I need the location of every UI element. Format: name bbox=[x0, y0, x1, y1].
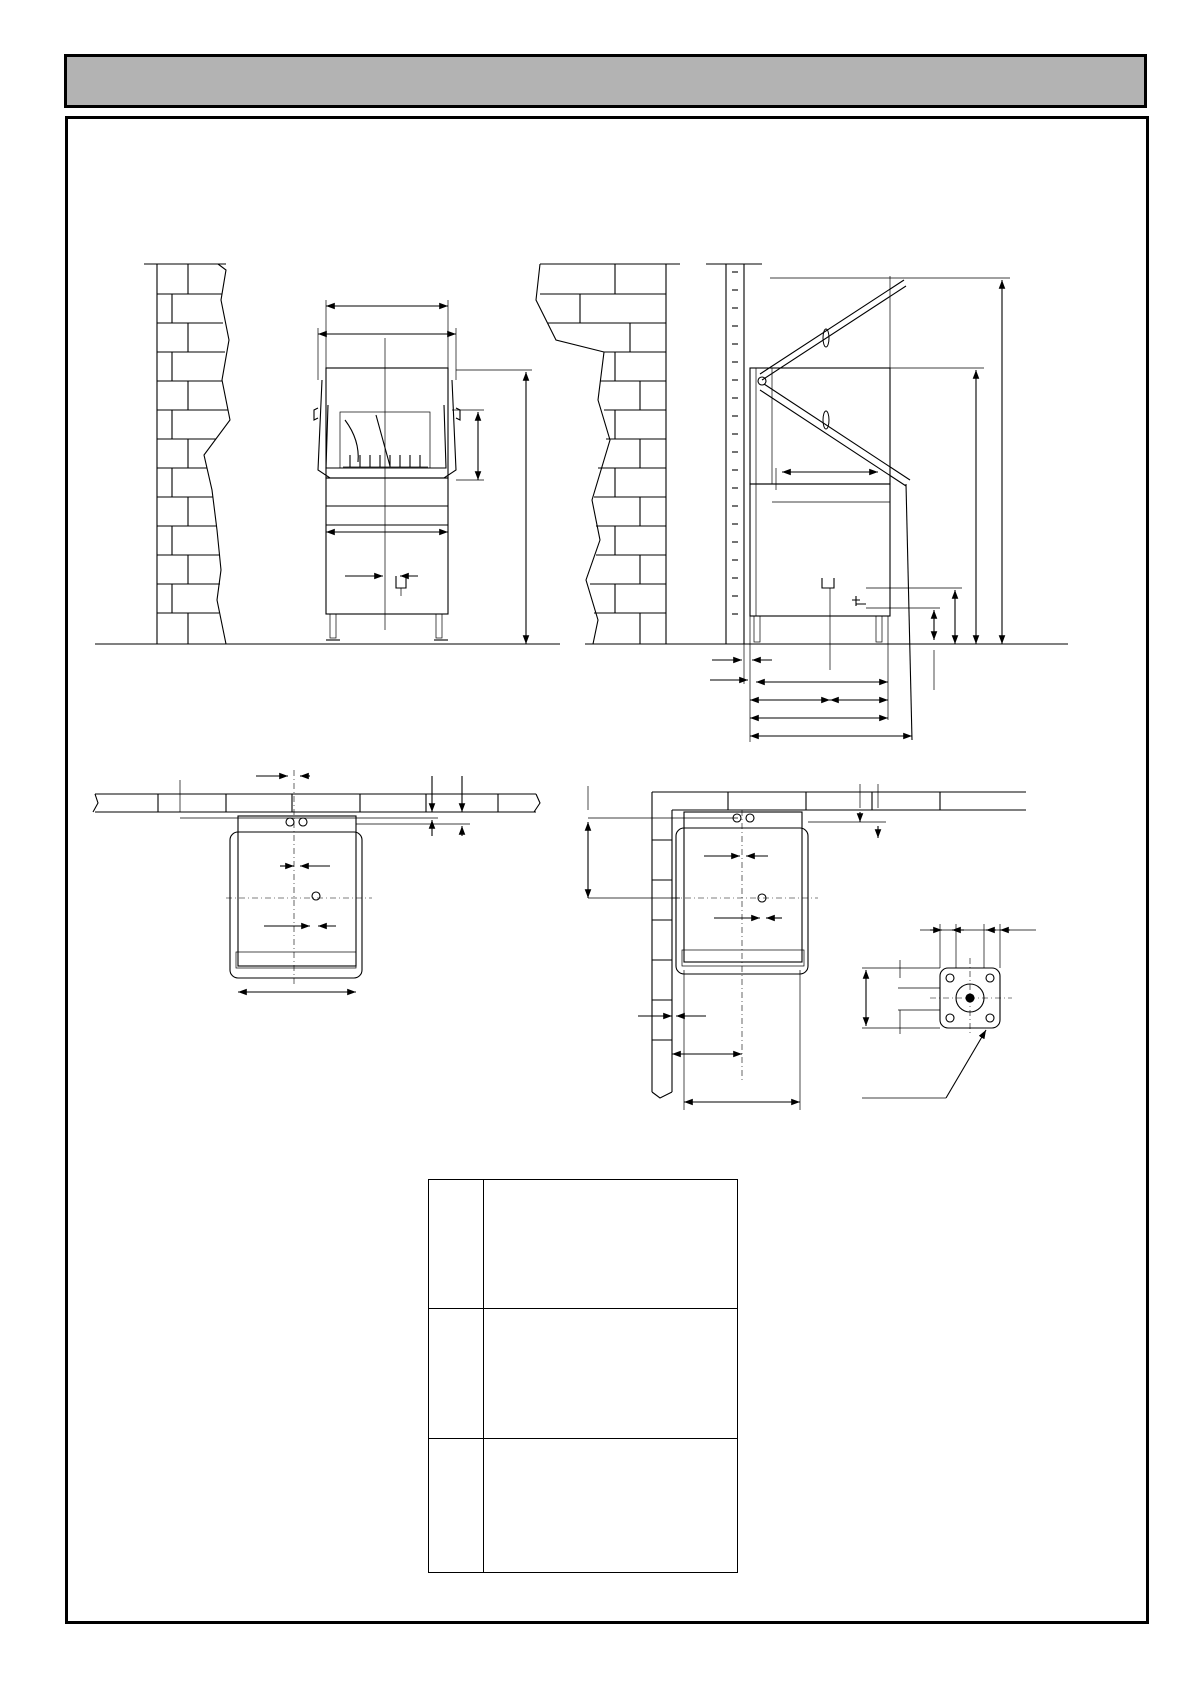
legend-key bbox=[429, 1439, 484, 1572]
legend-row bbox=[429, 1438, 737, 1572]
feet bbox=[326, 614, 448, 640]
side-elevation-view bbox=[536, 264, 1068, 742]
plan-view-right bbox=[588, 784, 1026, 1110]
rear-wall-section bbox=[706, 264, 762, 644]
water-inlet-icon bbox=[852, 596, 866, 606]
front-elevation-view bbox=[95, 264, 560, 644]
legend-row bbox=[429, 1180, 737, 1308]
front-dimensions bbox=[318, 300, 532, 644]
legend-row bbox=[429, 1308, 737, 1438]
plan-right-wall bbox=[652, 792, 1026, 1098]
left-brick-wall bbox=[144, 264, 230, 644]
plan-view-left bbox=[93, 770, 540, 992]
legend-table bbox=[428, 1179, 738, 1573]
legend-key bbox=[429, 1309, 484, 1438]
legend-key bbox=[429, 1180, 484, 1308]
side-dimensions bbox=[710, 278, 1010, 742]
hood-arm bbox=[758, 280, 912, 740]
middle-brick-wall bbox=[536, 264, 680, 644]
drain-icon bbox=[396, 576, 406, 588]
plan-left-wall bbox=[93, 794, 540, 812]
foot-plate-icon bbox=[862, 924, 1036, 1098]
side-drain-icon bbox=[822, 578, 834, 588]
dishwasher-front bbox=[314, 338, 460, 640]
